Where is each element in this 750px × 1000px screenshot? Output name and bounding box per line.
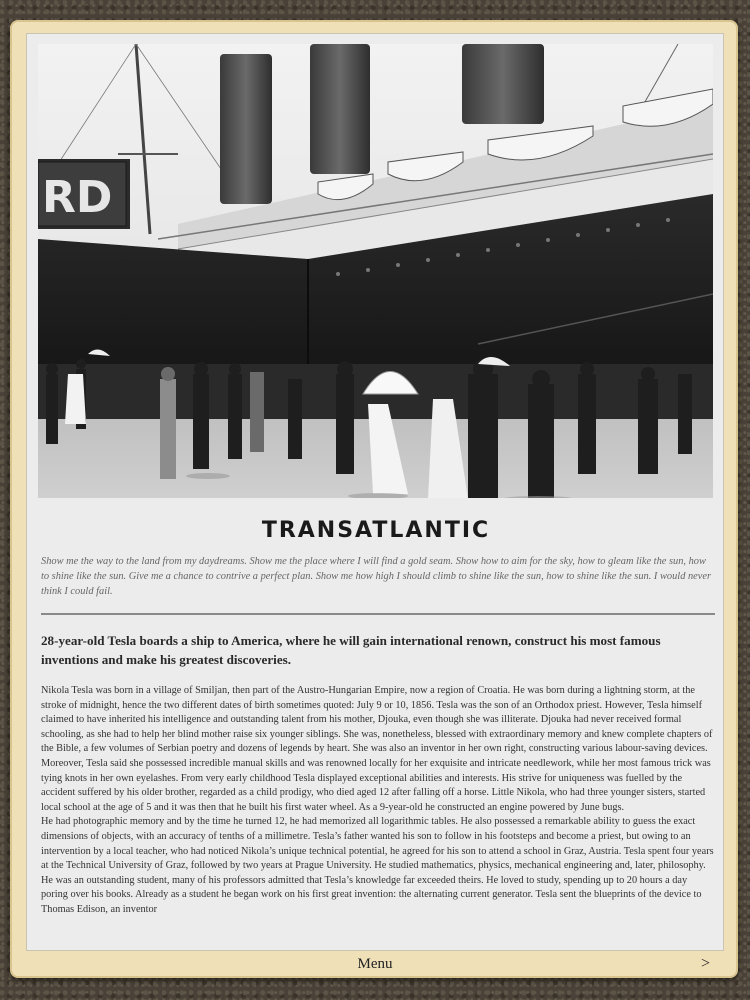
body-paragraph: He had photographic memory and by the time he turned 12, he had memorized all logarithmic tables. He also possessed a remarkable ability to guess the exact dimensions of objects, with an accuracy of tenths of a millimetre. Tesla’s father wanted his son to follow in his footsteps and become a priest, but owing to an intervention by a local teacher, who had noticed Nikola’s unique technical potential, he agreed for his son to attend a school in Graz, Austria. Tesla spent four years at the Technical University of Graz, followed by two years at Prague University. He studied mathematics, physics, mechanical engineering and, later, philosophy. He was an outstanding student, many of his professors admitted that Tesla’s knowledge far exceeded theirs. He loved to study, spending up to 20 hours a day poring over his books. Already as a student he began work on his first great invention: the alternating current generator. Tesla sent the blueprints of the device to Thomas Edison, an inventor bbox=[41, 816, 714, 915]
body-paragraph: Nikola Tesla was born in a village of Smiljan, then part of the Austro-Hungarian Empire, now a region of Croatia. He was born during a lightning storm, at the stroke of midnight, hence the two different dates of birth sometimes quoted: July 9 or 10, 1856. Tesla was the son of an Orthodox priest. However, Tesla himself claimed to have inherited his intelligence and outstanding talent from his mother, Djouka, even though she was illiterate. Djouka had never received formal schooling, as she had to help her blind mother raise six younger siblings. She was, nonetheless, blessed with extraordinary memory and knew complete chapters of the Bible, a few volumes of Serbian poetry and dozens of legends by heart. She was also an inventor in her own right, constructing various labour-saving devices. Moreover, Tesla said she possessed incredible manual skills and was renowned locally for her exquisite and intricate needlework, while her most famous trick was tying knots in her own eyelashes. From very early childhood Tesla displayed exceptional abilities and interests. His strive for uniqueness was fuelled by the accident suffered by his older brother, regarded as a child prodigy, who died aged 12 after falling off a horse. Little Nikola, who had three younger sisters, started local school at the age of 5 and it was then that he built his first water wheel. As a 9-year-old he constructed an engine powered by June bugs. bbox=[41, 685, 713, 813]
divider bbox=[41, 613, 715, 615]
menu-button[interactable]: Menu bbox=[357, 956, 393, 972]
bottom-navigation bbox=[26, 953, 724, 977]
warehouse-sign: RD bbox=[42, 172, 113, 223]
ship-photo bbox=[38, 44, 713, 498]
next-page-button[interactable]: > bbox=[700, 955, 710, 972]
article-page bbox=[26, 33, 724, 951]
article-body bbox=[41, 684, 715, 918]
article-subheading: 28-year-old Tesla boards a ship to America, where he will gain international renown, construct his most famous inventions and make his greatest discoveries. bbox=[41, 633, 661, 667]
article-title: TRANSATLANTIC bbox=[261, 518, 491, 543]
song-quote: Show me the way to the land from my daydreams. Show me the place where I will find a gold seam. Show how to aim for the sky, how to gleam like the sun, how to shine like the sun. Give me a chance to contrive a perfect plan. Show me how high I should climb to shine like the sun, how to shine like the sun. I would never think I could fail. bbox=[41, 556, 712, 597]
